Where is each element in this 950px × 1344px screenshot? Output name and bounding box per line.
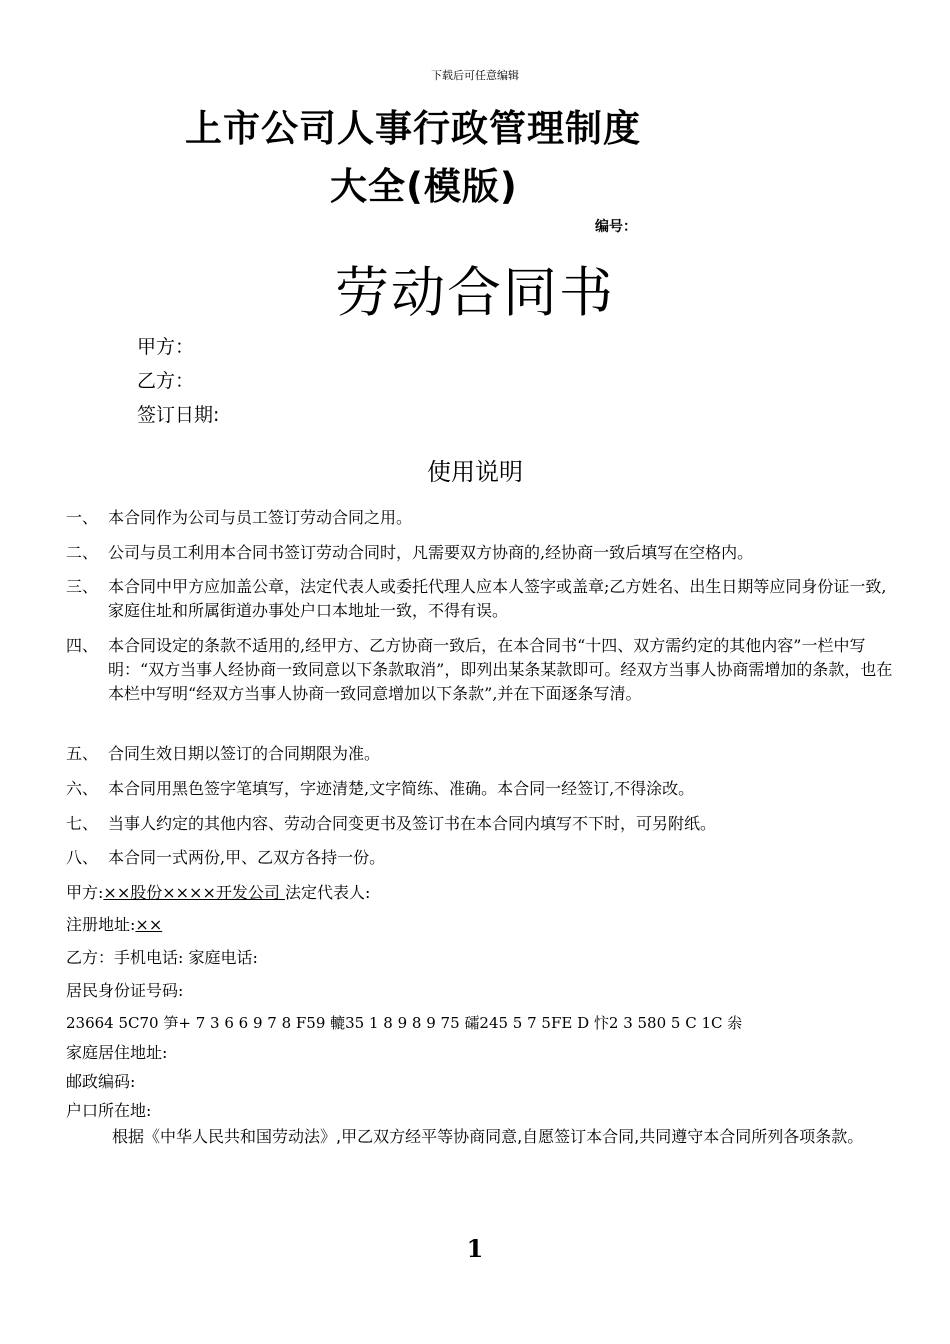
instruction-item — [66, 846, 898, 870]
agreement-text: 根据《中华人民共和国劳动法》,甲乙双方经平等协商同意,自愿签订本合同,共同遵守本合同所列各项条款。 — [112, 1127, 864, 1146]
instruction-item — [66, 541, 898, 565]
home-address-label: 家庭居住地址: — [66, 1043, 168, 1062]
party-a-label: 甲方： — [137, 336, 195, 358]
instruction-item — [66, 506, 898, 530]
registered-address-label: 注册地址: — [66, 915, 136, 934]
instruction-number: 五、 — [66, 744, 99, 763]
header-note: 下载后可任意编辑 — [431, 69, 519, 82]
instruction-item — [66, 634, 898, 706]
party-b-contacts-line: 乙方：手机电话: 家庭电话: — [66, 948, 258, 967]
registered-address-value: ×× — [135, 915, 163, 934]
sign-date-label: 签订日期: — [137, 404, 220, 426]
garbled-id-text: 23664 5C70 笋+ 7 3 6 6 9 7 8 F59 轆35 1 8 9 8 9 75 礵245 5 7 5FE D 忭2 3 580 5 C 1C 尜 — [66, 1014, 743, 1032]
party-a-form-line — [66, 880, 370, 903]
hukou-location-label: 户口所在地: — [66, 1101, 152, 1120]
instructions-heading: 使用说明 — [427, 458, 523, 486]
instruction-text: 本合同作为公司与员工签订劳动合同之用。 — [108, 508, 413, 527]
document-title-line-2: 大全(模版) — [330, 165, 518, 208]
instruction-item — [66, 575, 898, 623]
instruction-item — [66, 777, 898, 801]
postal-code-label: 邮政编码: — [66, 1072, 136, 1091]
instruction-number: 八、 — [66, 848, 99, 867]
party-a-form-label: 甲方: — [66, 883, 104, 902]
instruction-text: 合同生效日期以签订的合同期限为准。 — [108, 744, 381, 763]
instruction-text: 当事人约定的其他内容、劳动合同变更书及签订书在本合同内填写不下时，可另附纸。 — [108, 814, 717, 833]
instruction-text: 本合同设定的条款不适用的,经甲方、乙方协商一致后，在本合同书“十四、双方需约定的其他内容”一栏中写明：“双方当事人经协商一致同意以下条款取消”，即列出某条某款即可。经双方当事人协商需增加的条款，也在本栏中写明“经双方当事人协商一致同意增加以下条款”,并在下面逐条写清。 — [108, 636, 893, 703]
instruction-text: 本合同用黑色签字笔填写，字迹清楚,文字简练、准确。本合同一经签订,不得涂改。 — [108, 779, 695, 798]
instruction-item — [66, 812, 898, 836]
instruction-text: 本合同中甲方应加盖公章，法定代表人或委托代理人应本人签字或盖章;乙方姓名、出生日期等应同身份证一致,家庭住址和所属街道办事处户口本地址一致，不得有误。 — [108, 577, 887, 620]
instruction-number: 二、 — [66, 543, 99, 562]
instruction-text: 本合同一式两份,甲、乙双方各持一份。 — [108, 848, 386, 867]
id-number-label: 居民身份证号码: — [66, 981, 184, 1000]
instruction-item — [66, 742, 898, 766]
instruction-number: 四、 — [66, 636, 99, 655]
registered-address-line — [66, 912, 162, 935]
document-number-label: 编号： — [595, 219, 637, 235]
instruction-number: 一、 — [66, 508, 99, 527]
party-a-company-name: ××股份××××开发公司 — [103, 883, 285, 902]
instruction-number: 七、 — [66, 814, 99, 833]
document-title-line-1: 上市公司人事行政管理制度 — [185, 107, 641, 150]
page-number: 1 — [466, 1234, 484, 1263]
agreement-paragraph — [66, 1124, 886, 1150]
party-b-label: 乙方： — [137, 370, 195, 392]
instruction-number: 三、 — [66, 577, 99, 596]
instruction-text: 公司与员工利用本合同书签订劳动合同时，凡需要双方协商的,经协商一致后填写在空格内。 — [108, 543, 754, 562]
contract-title: 劳动合同书 — [335, 261, 615, 324]
instruction-number: 六、 — [66, 779, 99, 798]
legal-representative-label: 法定代表人: — [284, 883, 371, 902]
